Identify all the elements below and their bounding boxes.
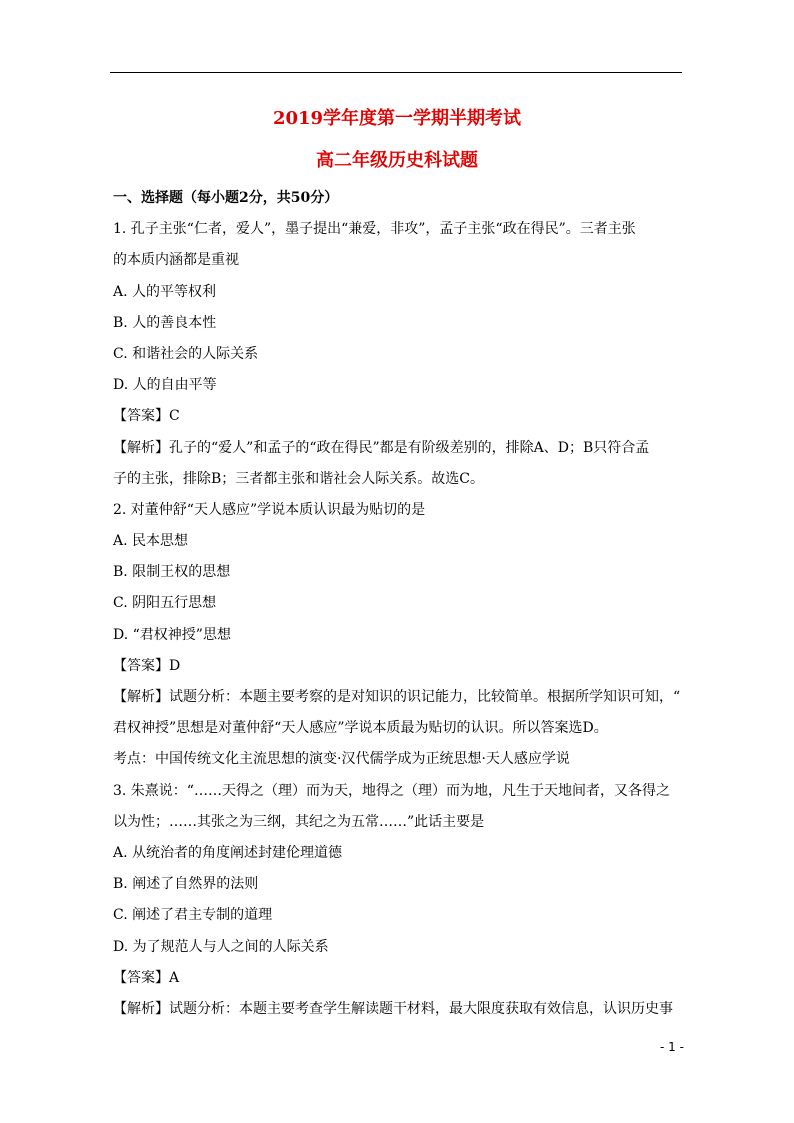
question-1-option-b: B. 人的善良本性 bbox=[113, 314, 217, 331]
exam-subtitle: 高二年级历史科试题 bbox=[316, 150, 478, 171]
question-2-option-a: A. 民本思想 bbox=[113, 533, 189, 550]
question-2-option-d: D. “君权神授”思想 bbox=[113, 626, 231, 643]
question-3-stem-cont: 以为性；……其张之为三纲，其纪之为五常……”此话主要是 bbox=[113, 813, 485, 830]
question-1-analysis-cont: 子的主张，排除B；三者都主张和谐社会人际关系。故选C。 bbox=[113, 470, 484, 487]
question-3-option-a: A. 从统治者的角度阐述封建伦理道德 bbox=[113, 844, 343, 861]
question-2-answer: 【答案】D bbox=[113, 657, 181, 674]
question-1-option-d: D. 人的自由平等 bbox=[113, 377, 217, 394]
question-1-option-a: A. 人的平等权利 bbox=[113, 283, 217, 300]
question-2-analysis: 【解析】试题分析：本题主要考察的是对知识的识记能力，比较简单。根据所学知识可知，“ bbox=[113, 689, 681, 705]
question-1-option-c: C. 和谐社会的人际关系 bbox=[113, 345, 259, 362]
document-body bbox=[113, 183, 685, 1025]
question-3-answer: 【答案】A bbox=[113, 969, 180, 986]
question-3-option-c: C. 阐述了君主专制的道理 bbox=[113, 907, 273, 924]
page-number: - 1 - bbox=[660, 1040, 684, 1054]
question-3-stem: 3. 朱熹说：“……天得之（理）而为天，地得之（理）而为地，凡生于天地间者，又各得之 bbox=[113, 782, 670, 799]
question-2-option-b: B. 限制王权的思想 bbox=[113, 564, 231, 581]
question-3-option-b: B. 阐述了自然界的法则 bbox=[113, 876, 259, 893]
section-heading: 一、选择题（每小题2分，共50分） bbox=[113, 190, 339, 206]
question-2-analysis-cont: 君权神授”思想是对董仲舒“天人感应”学说本质最为贴切的认识。所以答案选D。 bbox=[113, 720, 608, 737]
question-3-analysis: 【解析】试题分析：本题主要考查学生解读题干材料，最大限度获取有效信息，认识历史事 bbox=[113, 1000, 673, 1017]
question-2-keypoint: 考点：中国传统文化主流思想的演变·汉代儒学成为正统思想·天人感应学说 bbox=[113, 751, 570, 768]
header-rule bbox=[110, 72, 682, 73]
question-2-option-c: C. 阴阳五行思想 bbox=[113, 595, 217, 612]
question-1-stem-cont: 的本质内涵都是重视 bbox=[113, 252, 239, 269]
question-1-stem: 1. 孔子主张“仁者，爱人”，墨子提出“兼爱，非攻”，孟子主张“政在得民”。三者主张 bbox=[113, 221, 636, 238]
question-1-analysis: 【解析】孔子的“爱人”和孟子的“政在得民”都是有阶级差别的，排除A、D；B只符合孟 bbox=[113, 439, 650, 456]
question-3-option-d: D. 为了规范人与人之间的人际关系 bbox=[113, 938, 329, 955]
question-1-answer: 【答案】C bbox=[113, 408, 180, 425]
exam-title: 2019学年度第一学期半期考试 bbox=[272, 108, 522, 129]
question-2-stem: 2. 对董仲舒“天人感应”学说本质认识最为贴切的是 bbox=[113, 501, 426, 518]
